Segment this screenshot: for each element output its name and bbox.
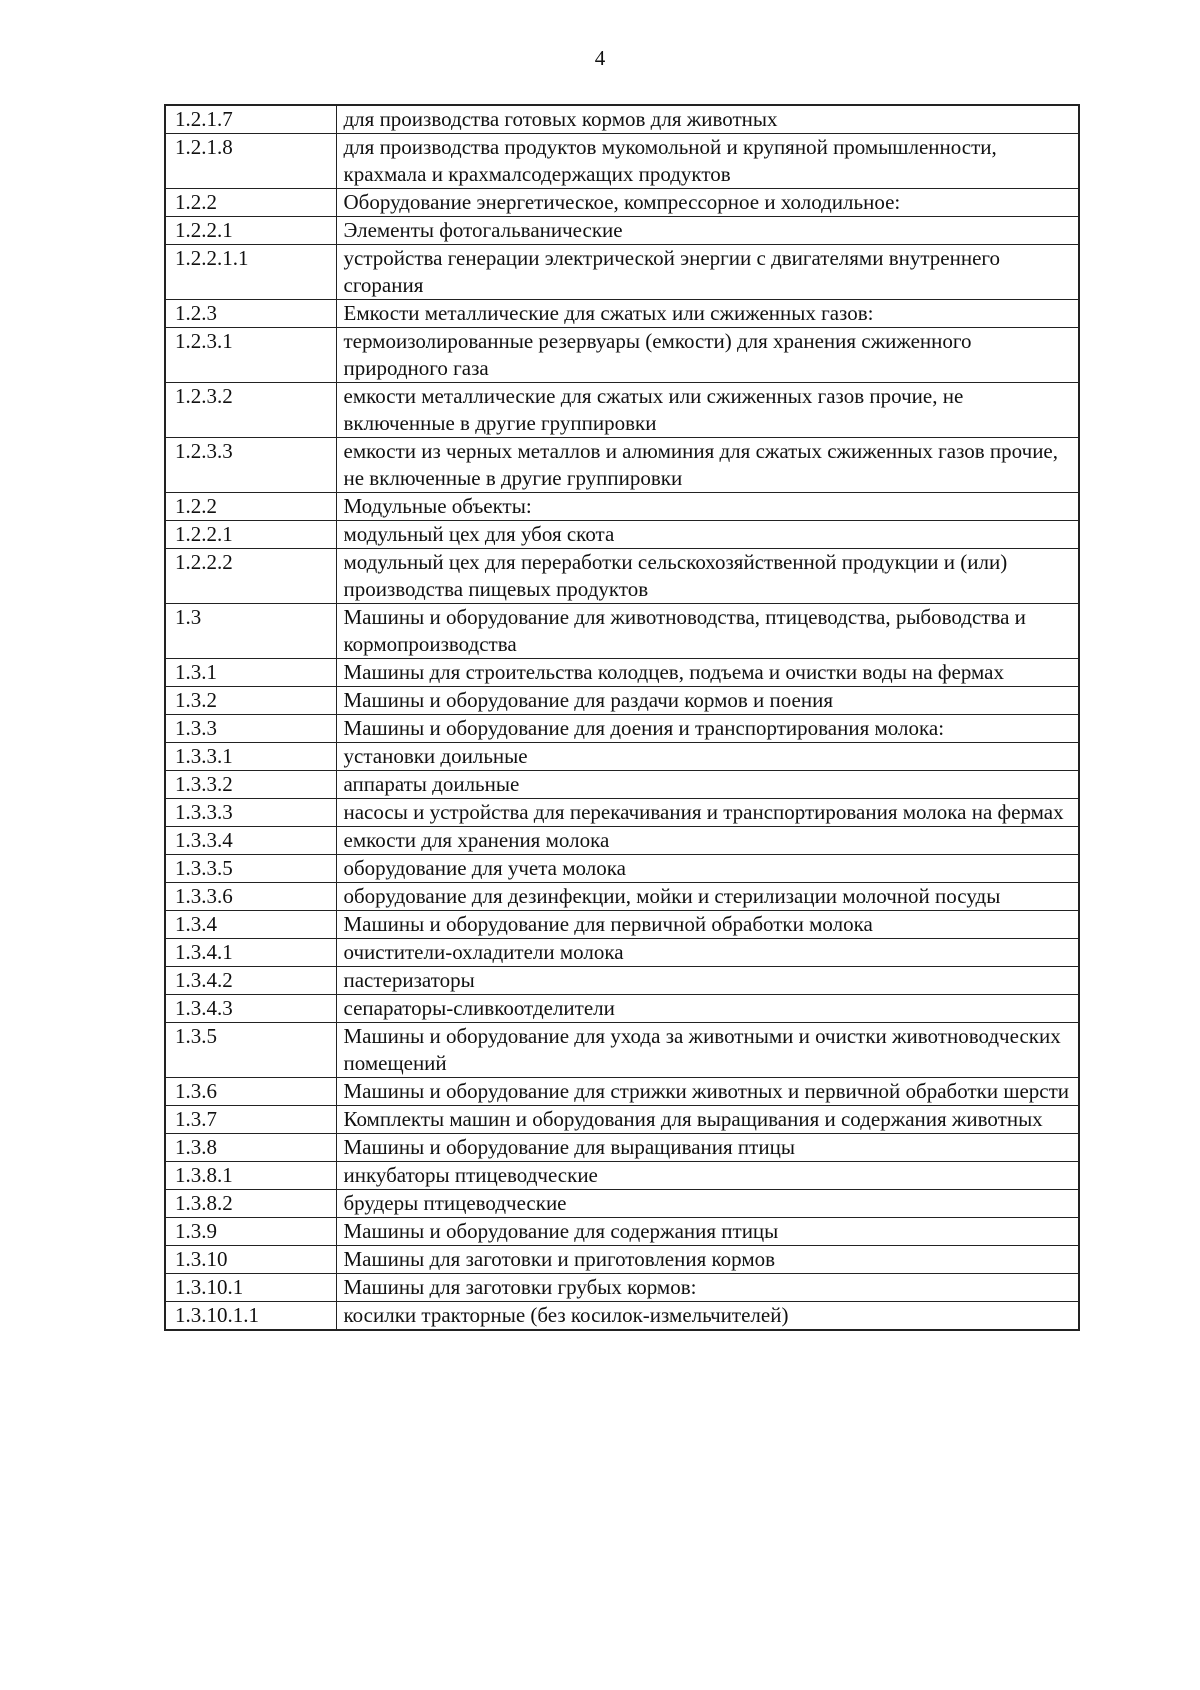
item-code: 1.3.3.1 <box>165 743 336 771</box>
item-code: 1.3.3.6 <box>165 883 336 911</box>
item-code: 1.3.9 <box>165 1218 336 1246</box>
item-code: 1.3.3.2 <box>165 771 336 799</box>
item-description: емкости для хранения молока <box>336 827 1079 855</box>
table-row <box>165 1162 1079 1190</box>
table-row <box>165 549 1079 604</box>
table-row <box>165 771 1079 799</box>
table-row <box>165 1190 1079 1218</box>
item-code: 1.3.3.5 <box>165 855 336 883</box>
item-code: 1.2.2 <box>165 493 336 521</box>
table-row <box>165 1078 1079 1106</box>
item-code: 1.2.1.8 <box>165 134 336 189</box>
item-description: Машины для строительства колодцев, подъема и очистки воды на фермах <box>336 659 1079 687</box>
item-code: 1.3.8 <box>165 1134 336 1162</box>
item-code: 1.2.2 <box>165 189 336 217</box>
table-row <box>165 521 1079 549</box>
item-code: 1.2.1.7 <box>165 105 336 134</box>
item-description: брудеры птицеводческие <box>336 1190 1079 1218</box>
item-code: 1.2.2.2 <box>165 549 336 604</box>
table-row <box>165 1274 1079 1302</box>
item-description: Машины и оборудование для животноводства, птицеводства, рыбоводства и кормопроизводства <box>336 604 1079 659</box>
table-row <box>165 659 1079 687</box>
item-description: косилки тракторные (без косилок-измельчителей) <box>336 1302 1079 1331</box>
item-code: 1.3.10 <box>165 1246 336 1274</box>
table-row <box>165 715 1079 743</box>
item-code: 1.3.8.2 <box>165 1190 336 1218</box>
item-description: Машины и оборудование для выращивания птицы <box>336 1134 1079 1162</box>
table-row <box>165 827 1079 855</box>
table-row <box>165 1246 1079 1274</box>
item-code: 1.3.4 <box>165 911 336 939</box>
item-description: очистители-охладители молока <box>336 939 1079 967</box>
table-row <box>165 995 1079 1023</box>
table-row <box>165 855 1079 883</box>
table-row <box>165 1134 1079 1162</box>
table-row <box>165 1023 1079 1078</box>
table-row <box>165 799 1079 827</box>
table-row <box>165 328 1079 383</box>
table-row <box>165 438 1079 493</box>
item-code: 1.2.3 <box>165 300 336 328</box>
item-description: насосы и устройства для перекачивания и транспортирования молока на фермах <box>336 799 1079 827</box>
table-row <box>165 911 1079 939</box>
table-row <box>165 883 1079 911</box>
item-description: оборудование для учета молока <box>336 855 1079 883</box>
item-description: оборудование для дезинфекции, мойки и стерилизации молочной посуды <box>336 883 1079 911</box>
table-row <box>165 967 1079 995</box>
table-row <box>165 300 1079 328</box>
item-code: 1.3.6 <box>165 1078 336 1106</box>
table-row <box>165 189 1079 217</box>
item-code: 1.3.5 <box>165 1023 336 1078</box>
item-description: аппараты доильные <box>336 771 1079 799</box>
table-row <box>165 217 1079 245</box>
table-body <box>165 105 1079 1330</box>
item-description: Машины для заготовки и приготовления кормов <box>336 1246 1079 1274</box>
item-code: 1.3.4.3 <box>165 995 336 1023</box>
item-code: 1.3.10.1 <box>165 1274 336 1302</box>
table-row <box>165 105 1079 134</box>
table-row <box>165 383 1079 438</box>
item-description: термоизолированные резервуары (емкости) для хранения сжиженного природного газа <box>336 328 1079 383</box>
item-description: Машины и оборудование для доения и транспортирования молока: <box>336 715 1079 743</box>
item-description: Комплекты машин и оборудования для выращивания и содержания животных <box>336 1106 1079 1134</box>
item-description: Элементы фотогальванические <box>336 217 1079 245</box>
item-description: установки доильные <box>336 743 1079 771</box>
item-description: емкости из черных металлов и алюминия для сжатых сжиженных газов прочие, не включенные в другие группировки <box>336 438 1079 493</box>
table-row <box>165 1106 1079 1134</box>
item-description: Оборудование энергетическое, компрессорное и холодильное: <box>336 189 1079 217</box>
item-code: 1.3.3.4 <box>165 827 336 855</box>
item-description: Машины и оборудование для стрижки животных и первичной обработки шерсти <box>336 1078 1079 1106</box>
table-row <box>165 1302 1079 1331</box>
item-description: Емкости металлические для сжатых или сжиженных газов: <box>336 300 1079 328</box>
item-code: 1.2.3.3 <box>165 438 336 493</box>
table-row <box>165 687 1079 715</box>
item-code: 1.2.2.1.1 <box>165 245 336 300</box>
item-description: пастеризаторы <box>336 967 1079 995</box>
item-code: 1.3.4.2 <box>165 967 336 995</box>
item-description: емкости металлические для сжатых или сжиженных газов прочие, не включенные в другие группировки <box>336 383 1079 438</box>
item-description: модульный цех для убоя скота <box>336 521 1079 549</box>
item-code: 1.2.3.1 <box>165 328 336 383</box>
item-description: для производства готовых кормов для животных <box>336 105 1079 134</box>
item-code: 1.3.1 <box>165 659 336 687</box>
table-row <box>165 1218 1079 1246</box>
item-code: 1.2.3.2 <box>165 383 336 438</box>
item-description: инкубаторы птицеводческие <box>336 1162 1079 1190</box>
item-code: 1.3.8.1 <box>165 1162 336 1190</box>
table-row <box>165 939 1079 967</box>
item-code: 1.3 <box>165 604 336 659</box>
item-code: 1.3.2 <box>165 687 336 715</box>
table-row <box>165 134 1079 189</box>
page-number: 4 <box>594 46 606 70</box>
item-description: Машины и оборудование для раздачи кормов и поения <box>336 687 1079 715</box>
item-code: 1.3.10.1.1 <box>165 1302 336 1331</box>
item-code: 1.2.2.1 <box>165 521 336 549</box>
table-row <box>165 493 1079 521</box>
item-description: Машины и оборудование для содержания птицы <box>336 1218 1079 1246</box>
item-code: 1.3.3.3 <box>165 799 336 827</box>
item-description: для производства продуктов мукомольной и крупяной промышленности, крахмала и крахмалсодержащих продуктов <box>336 134 1079 189</box>
item-description: сепараторы-сливкоотделители <box>336 995 1079 1023</box>
item-description: Машины и оборудование для первичной обработки молока <box>336 911 1079 939</box>
table-row <box>165 604 1079 659</box>
item-description: модульный цех для переработки сельскохозяйственной продукции и (или) производства пищевых продуктов <box>336 549 1079 604</box>
table-row <box>165 245 1079 300</box>
item-description: Машины для заготовки грубых кормов: <box>336 1274 1079 1302</box>
item-description: устройства генерации электрической энергии с двигателями внутреннего сгорания <box>336 245 1079 300</box>
item-code: 1.3.3 <box>165 715 336 743</box>
item-code: 1.3.4.1 <box>165 939 336 967</box>
item-code: 1.2.2.1 <box>165 217 336 245</box>
table-row <box>165 743 1079 771</box>
classification-table <box>164 104 1080 1331</box>
item-description: Машины и оборудование для ухода за животными и очистки животноводческих помещений <box>336 1023 1079 1078</box>
item-description: Модульные объекты: <box>336 493 1079 521</box>
item-code: 1.3.7 <box>165 1106 336 1134</box>
